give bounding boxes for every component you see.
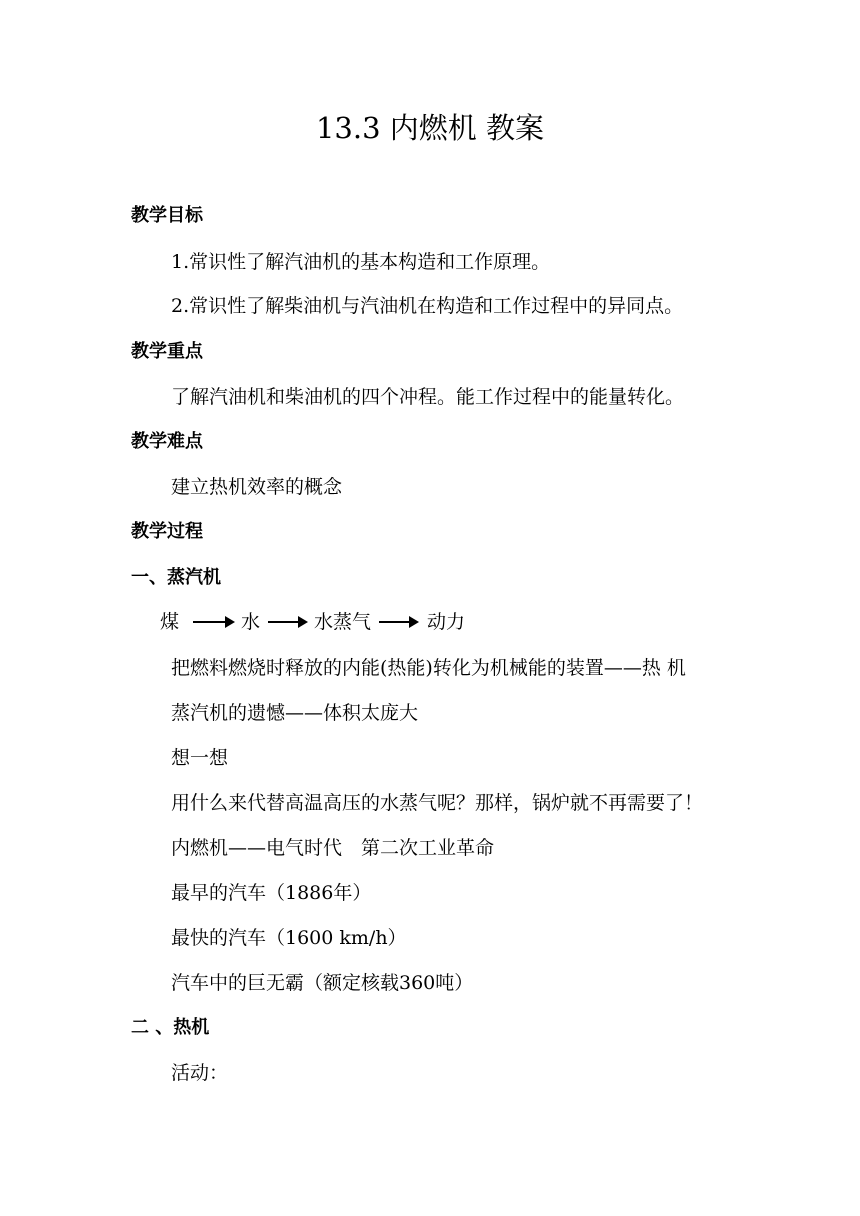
key-points-text: 了解汽油机和柴油机的四个冲程。能工作过程中的能量转化。 xyxy=(171,386,685,408)
section-heading-goals: 教学目标 xyxy=(131,205,203,226)
section-heading-process: 教学过程 xyxy=(131,521,203,542)
section-heading-heat-engine: 二 、热机 xyxy=(131,1017,210,1038)
flow-node-coal: 煤 xyxy=(160,611,180,633)
steam-line-7: 最快的汽车（1600 km/h） xyxy=(171,927,407,949)
steam-line-2: 蒸汽机的遗憾——体积太庞大 xyxy=(171,702,419,724)
difficulties-text: 建立热机效率的概念 xyxy=(171,476,343,498)
steam-line-5: 内燃机——电气时代 第二次工业革命 xyxy=(171,837,495,859)
steam-line-4: 用什么来代替高温高压的水蒸气呢？那样，锅炉就不再需要了！ xyxy=(171,792,704,814)
section-heading-steam-engine: 一、蒸汽机 xyxy=(131,567,221,588)
document-title: 13.3 内燃机 教案 xyxy=(315,111,544,145)
section-heading-difficulties: 教学难点 xyxy=(131,431,203,452)
section-heading-key-points: 教学重点 xyxy=(131,341,203,362)
flow-node-steam: 水蒸气 xyxy=(314,611,372,633)
goal-item-2: 2.常识性了解柴油机与汽油机在构造和工作过程中的异同点。 xyxy=(171,295,684,317)
steam-line-8: 汽车中的巨无霸（额定核载360吨） xyxy=(171,972,474,994)
right-arrow-icon xyxy=(193,621,233,623)
flow-node-power: 动力 xyxy=(427,611,466,633)
heat-engine-line-1: 活动： xyxy=(171,1062,229,1084)
right-arrow-icon xyxy=(268,621,306,623)
energy-flow-diagram xyxy=(160,606,465,638)
right-arrow-icon xyxy=(379,621,417,623)
flow-node-water: 水 xyxy=(241,611,261,633)
goal-item-1: 1.常识性了解汽油机的基本构造和工作原理。 xyxy=(171,251,551,273)
steam-line-3: 想一想 xyxy=(171,747,229,769)
steam-line-1: 把燃料燃烧时释放的内能(热能)转化为机械能的装置——热 机 xyxy=(171,657,686,679)
steam-line-6: 最早的汽车（1886年） xyxy=(171,882,372,904)
